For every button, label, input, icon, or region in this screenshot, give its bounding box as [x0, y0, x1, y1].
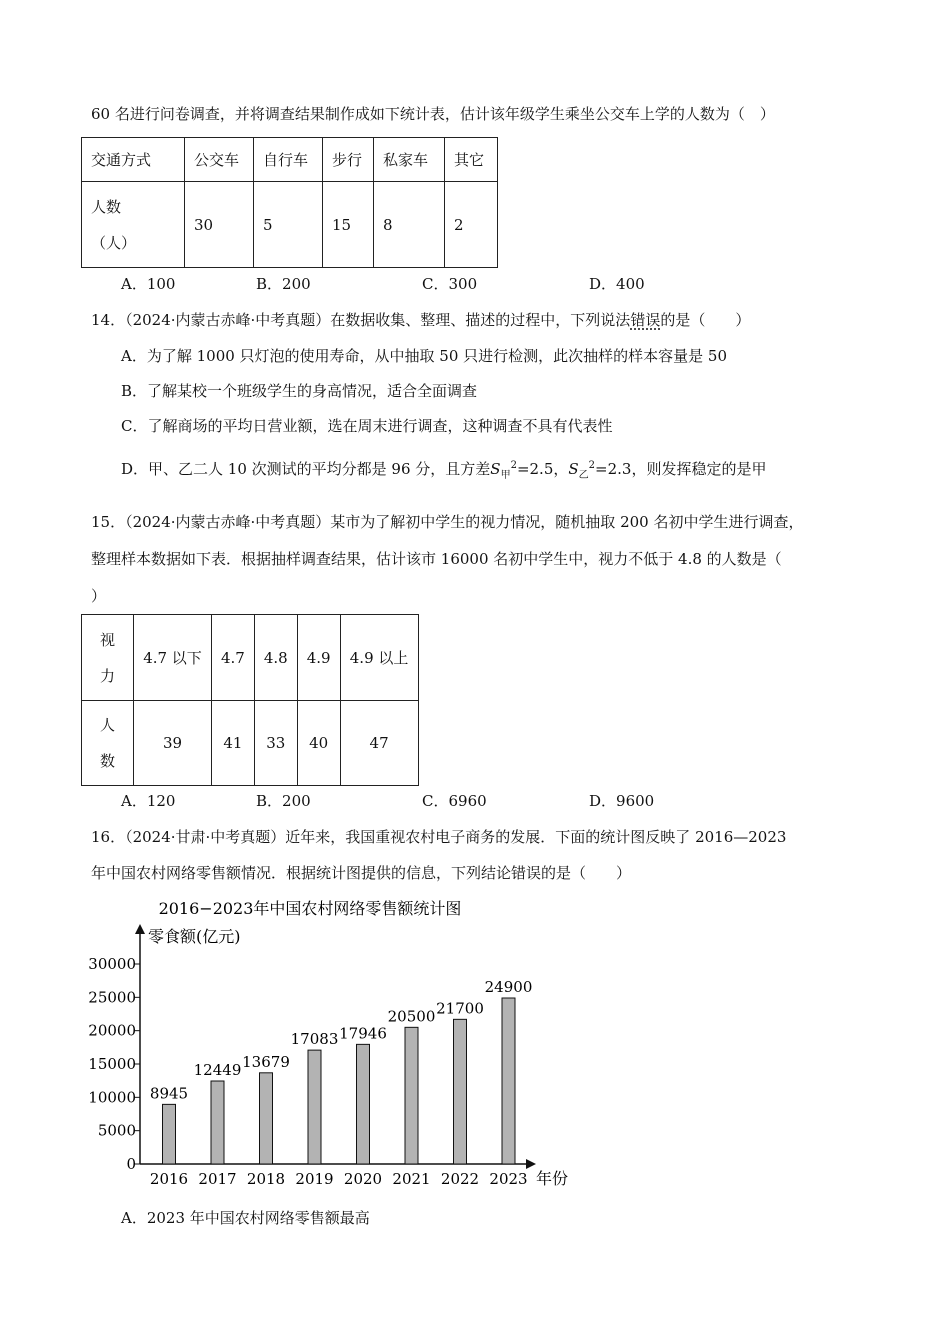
q14-option-d[interactable]: D．甲、乙二人 10 次测试的平均分都是 96 分，且方差$S_甲^2=2.5$，$S_乙^2=2.3$，则发挥稳定的是甲 — [121, 460, 767, 481]
y-tick-label: 5000 — [97, 1121, 136, 1140]
q14-option-d-post: ，则发挥稳定的是甲 — [631, 460, 767, 478]
q13-option-a[interactable]: A．100 — [121, 275, 176, 293]
q13-option-c[interactable]: C．300 — [422, 275, 478, 293]
q15-value-cell: 39 — [134, 701, 212, 786]
chart-title: 2016−2023年中国农村网络零售额统计图 — [158, 899, 462, 918]
q13-header-cell: 其它 — [445, 138, 498, 182]
variance-jia-value: =2.5 — [516, 460, 554, 478]
q15-value-cell: 47 — [340, 701, 418, 786]
q15-option-c[interactable]: C．6960 — [422, 792, 487, 810]
q15-row-label-vision — [82, 615, 134, 701]
bar-value-label: 17083 — [290, 1030, 339, 1049]
q16-line1: 16．（2024·甘肃·中考真题）近年来，我国重视农村电子商务的发展．下面的统计图反映了 2016—2023 — [91, 828, 787, 846]
bar-2022 — [454, 1019, 467, 1164]
y-tick-label: 25000 — [88, 988, 136, 1007]
x-tick-label: 2020 — [343, 1170, 383, 1188]
q15-table — [81, 614, 419, 786]
x-tick-label: 2019 — [295, 1170, 334, 1188]
bar-value-label: 17946 — [339, 1024, 387, 1043]
bar-2023 — [502, 998, 515, 1164]
variance-power: 2 — [588, 460, 596, 471]
chart-ylabel: 零食额(亿元) — [148, 927, 241, 946]
q13-value-cell: 2 — [445, 182, 498, 268]
variance-sub-yi: 乙 — [578, 470, 589, 481]
x-tick-label: 2017 — [198, 1170, 237, 1188]
y-tick-label: 15000 — [88, 1055, 136, 1073]
q13-header-cell: 自行车 — [254, 138, 323, 182]
x-tick-label: 2023 — [489, 1170, 528, 1188]
bar-value-label: 12449 — [193, 1061, 242, 1080]
bar-2020 — [357, 1044, 370, 1164]
q13-header-label: 交通方式 — [82, 138, 185, 182]
q13-option-b[interactable]: B．200 — [256, 275, 311, 293]
q15-label-char: 力 — [99, 666, 115, 685]
bar-2021 — [405, 1027, 418, 1164]
q13-intro: 60 名进行问卷调查，并将调查结果制作成如下统计表，估计该年级学生乘坐公交车上学的人数为（ ） — [91, 105, 775, 123]
bar-chart — [80, 890, 600, 1200]
bar-2018 — [260, 1073, 273, 1164]
q15-header-cell: 4.9 — [297, 615, 340, 701]
x-tick-label: 2022 — [440, 1170, 480, 1188]
q15-header-cell: 4.7 — [212, 615, 255, 701]
q15-option-a[interactable]: A．120 — [121, 792, 176, 810]
variance-symbol: S — [568, 460, 579, 478]
q16-option-a[interactable]: A．2023 年中国农村网络零售额最高 — [121, 1209, 370, 1227]
q15-value-cell: 33 — [254, 701, 297, 786]
q14-option-d-pre: D．甲、乙二人 10 次测试的平均分都是 96 分，且方差 — [121, 460, 491, 478]
bar-value-label: 13679 — [242, 1052, 290, 1071]
y-tick-label: 30000 — [88, 955, 136, 973]
q15-row-label-count — [82, 701, 134, 786]
q13-row-label-line1: 人数 — [91, 197, 122, 216]
y-tick-label: 20000 — [88, 1021, 136, 1040]
y-tick-label: 0 — [126, 1155, 136, 1173]
q13-table — [81, 137, 498, 268]
q13-header-cell: 私家车 — [374, 138, 445, 182]
q15-value-cell: 40 — [297, 701, 340, 786]
bar-value-label: 21700 — [436, 999, 484, 1018]
q15-label-char: 数 — [99, 752, 115, 770]
variance-sub-jia: 甲 — [500, 470, 511, 481]
q14-option-c[interactable]: C．了解商场的平均日营业额，选在周末进行调查，这种调查不具有代表性 — [121, 417, 613, 435]
q13-value-cell: 8 — [374, 182, 445, 268]
x-tick-label: 2016 — [149, 1170, 189, 1188]
q15-label-char: 人 — [99, 716, 115, 734]
q13-value-cell: 15 — [323, 182, 374, 268]
q15-header-cell: 4.8 — [254, 615, 297, 701]
q13-value-cell: 30 — [185, 182, 254, 268]
bar-value-label: 24900 — [484, 978, 533, 996]
q14-stem-post: 的是（ ） — [660, 311, 751, 329]
x-tick-label: 2018 — [246, 1170, 286, 1188]
q15-line3: ） — [91, 587, 107, 605]
q13-header-cell: 步行 — [323, 138, 374, 182]
q13-value-cell: 5 — [254, 182, 323, 268]
y-tick-label: 10000 — [88, 1088, 136, 1107]
q16-line2: 年中国农村网络零售额情况．根据统计图提供的信息，下列结论错误的是（ ） — [91, 864, 632, 882]
q15-header-cell: 4.9 以上 — [340, 615, 418, 701]
q13-row-label-line2: （人） — [91, 233, 137, 252]
q15-line1: 15．（2024·内蒙古赤峰·中考真题）某市为了解初中学生的视力情况，随机抽取 200 名初中学生进行调查， — [91, 513, 804, 531]
q13-header-cell: 公交车 — [185, 138, 254, 182]
variance-yi-value: =2.3 — [595, 460, 632, 478]
q15-header-cell: 4.7 以下 — [134, 615, 212, 701]
bar-2016 — [163, 1104, 176, 1164]
variance-symbol: S — [490, 460, 501, 478]
q13-option-d[interactable]: D．400 — [589, 275, 645, 293]
bar-value-label: 20500 — [387, 1007, 436, 1026]
variance-power: 2 — [510, 460, 517, 471]
q14-stem — [91, 309, 750, 330]
q15-label-char: 视 — [99, 630, 115, 649]
q15-line2: 整理样本数据如下表．根据抽样调查结果，估计该市 16000 名初中学生中，视力不低于 4.8 的人数是（ — [91, 550, 782, 568]
chart-xlabel: 年份 — [536, 1169, 569, 1188]
bar-value-label: 8945 — [149, 1084, 189, 1103]
x-tick-label: 2021 — [392, 1170, 431, 1188]
q15-value-cell: 41 — [212, 701, 255, 786]
bar-2017 — [211, 1081, 224, 1164]
q15-option-d[interactable]: D．9600 — [589, 792, 655, 810]
q15-option-b[interactable]: B．200 — [256, 792, 311, 810]
q14-stem-emphasis: 错误 — [630, 311, 661, 329]
q14-option-b[interactable]: B．了解某校一个班级学生的身高情况，适合全面调查 — [121, 382, 478, 400]
bar-2019 — [308, 1050, 321, 1164]
q14-option-a[interactable]: A．为了解 1000 只灯泡的使用寿命，从中抽取 50 只进行检测，此次抽样的样本容量是 50 — [121, 347, 728, 365]
q14-stem-pre: 14．（2024·内蒙古赤峰·中考真题）在数据收集、整理、描述的过程中，下列说法 — [91, 311, 631, 329]
q13-row-label — [82, 182, 185, 268]
